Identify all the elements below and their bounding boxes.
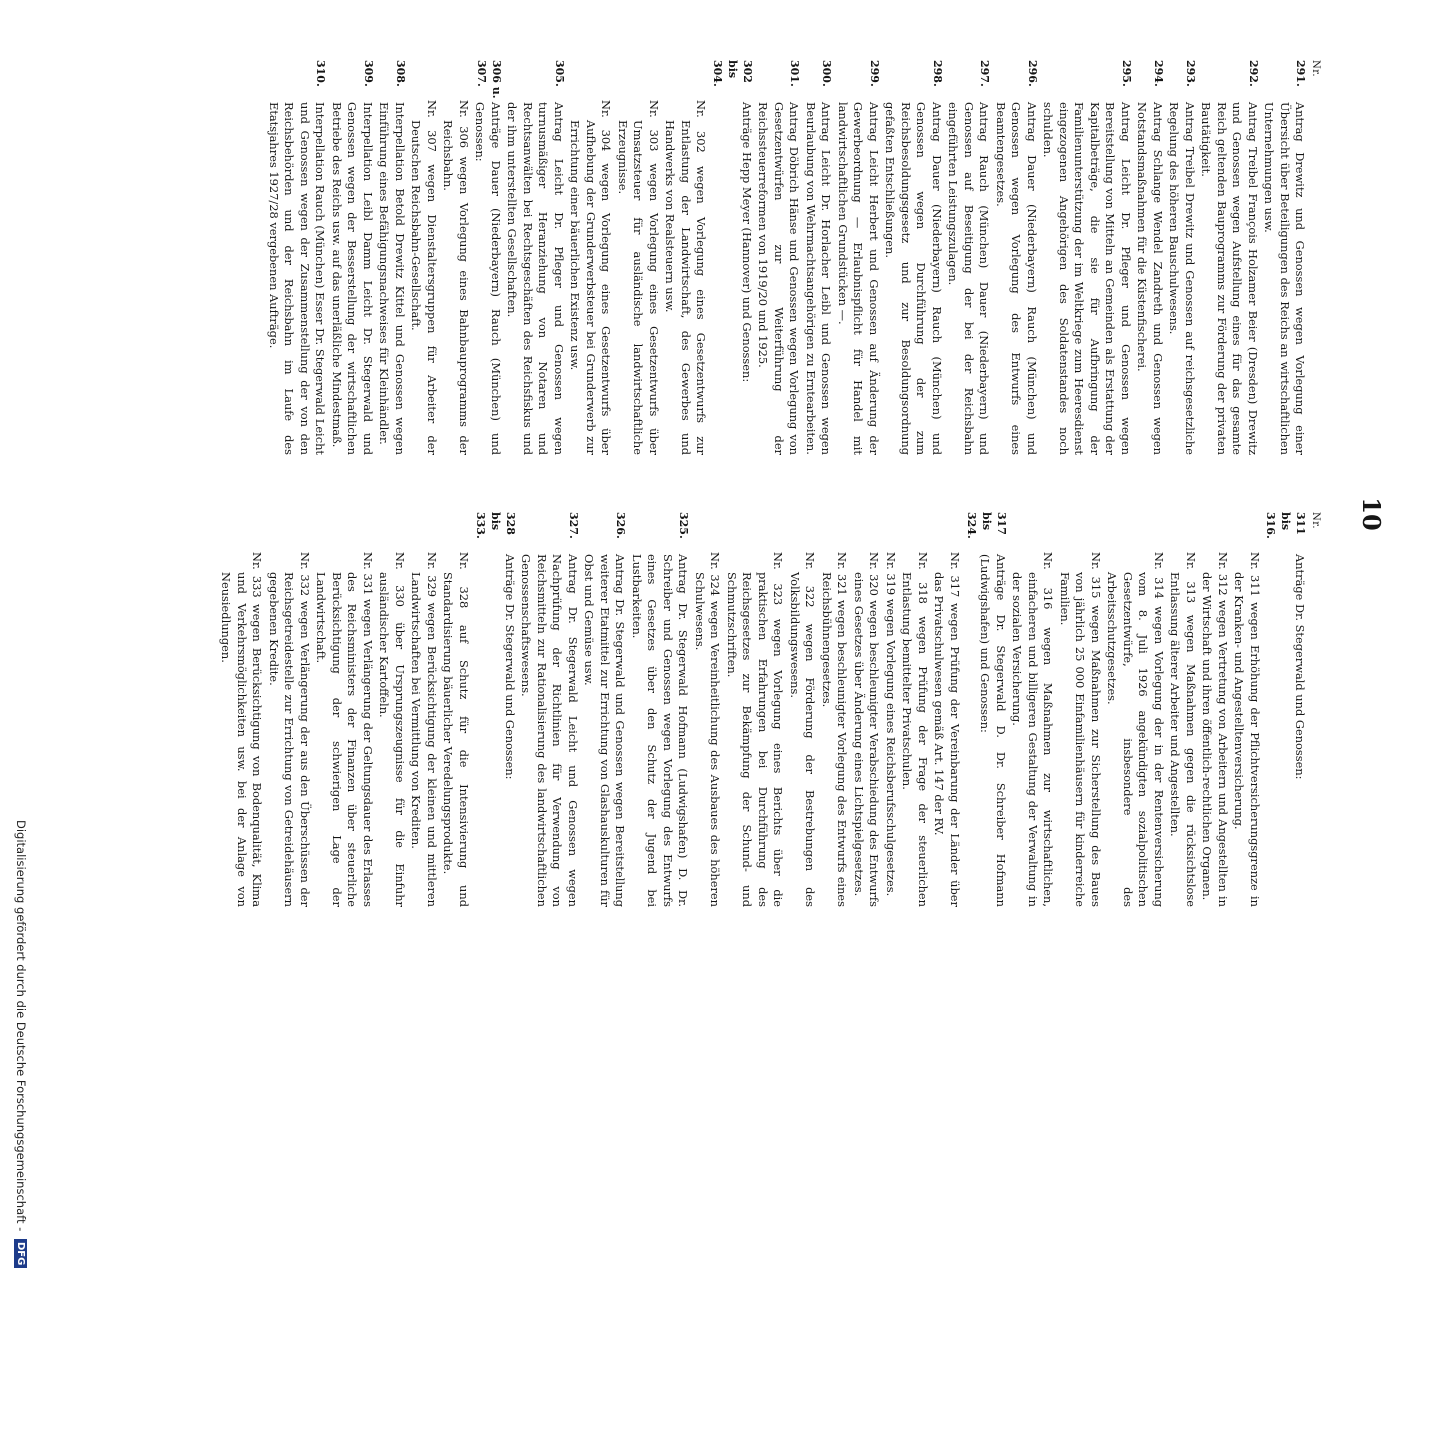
sub-entry: Nr. 324 wegen Vereinheitlichung des Ausbaues des höheren Schulwesens.: [692, 552, 723, 907]
right-entry-list: [218, 512, 1308, 907]
entry-number: 298.: [930, 60, 944, 87]
entry-text: Antrag Schlange Wendel Zandreth und Genossen wegen Notstandsmaßnahmen für die Küstenfischerei.: [1135, 102, 1165, 455]
document-entry: [628, 512, 690, 907]
sub-entry: Nr. 331 wegen Verlängerung der Geltungsdauer des Erlasses des Reichsministers der Finanzen über steuerliche Berücksichtigung der schwierigen Lage der Landwirtschaft.: [314, 552, 375, 907]
entry-number: 311 bis 316.: [1264, 512, 1308, 539]
sub-entry: Nr. 332 wegen Verlängerung der aus den Überschüssen der Reichsgetreidestelle zur Errichtung von Getreidehäusern gegebenen Kredite.: [266, 552, 312, 907]
sub-entry: Nr. 306 wegen Vorlegung eines Bahnbauprogramms der Reichsbahn.: [441, 100, 471, 455]
sub-entry: Nr. 328 auf Schutz für die Intensivierung und Standardisierung bäuerlicher Veredelungsprodukte.: [441, 552, 471, 907]
dfg-logo: DFG: [14, 1239, 27, 1268]
sub-entry: Nr. 321 wegen beschleunigter Vorlegung des Entwurfs eines Reichsbühnengesetzes.: [819, 552, 850, 907]
entry-number: 294.: [1151, 60, 1165, 87]
entry-text: Antrag Dr. Stegerwald Hofmann (Ludwigshafen) D. Dr. Schreiber und Genossen wegen Vorlegung des Entwurfs eines Gesetzes über den Schutz der Jugend bei Lustbarkeiten.: [629, 554, 691, 907]
document-entry: [882, 60, 944, 455]
entry-number: 302 bis 304.: [711, 60, 754, 87]
entry-number: 328 bis 333.: [473, 512, 517, 539]
document-entry: [1166, 60, 1197, 455]
left-entry-list: [265, 60, 1307, 455]
entry-number: 310.: [314, 60, 328, 87]
entry-text: Antrag Dauer (Niederbayern) Rauch (München) und Genossen wegen Durchführung der zum Reichsbesoldungsgesetz und zur Besoldungsordnung gefaßten Entschließungen.: [883, 102, 944, 455]
document-entry: [1134, 60, 1165, 455]
entry-text: Antrag Treibel François Holzamer Beier (Dresden) Drewitz und Genossen wegen Aufstellung eines für das gesamte Reich geltenden Bauprogramms zur Förderung der privaten Bautätigkeit.: [1199, 102, 1260, 455]
document-entry: [709, 60, 754, 455]
entry-number: 306 u. 307.: [474, 60, 503, 99]
document-entry: [376, 60, 407, 455]
sub-entry: Nr. 322 wegen Förderung der Bestrebungen des Volksbildungswesens.: [787, 552, 818, 907]
sub-entry: Nr. 317 wegen Prüfung der Vereinbarung der Länder über das Privatschulwesen gemäß Art. 147 der RV.: [932, 552, 962, 907]
sub-entry: Nr. 323 wegen Vorlegung eines Berichts über die praktischen Erfahrungen bei Durchführung des Reichsgesetzes zur Bekämpfung der Schund- und Schmutzschriften.: [724, 552, 786, 907]
entry-number: 300.: [820, 60, 834, 87]
sub-entry: Nr. 316 wegen Maßnahmen zur wirtschaftlichen, einfacheren und billigeren Gestaltung der Verwaltung in der sozialen Versicherung.: [1010, 552, 1056, 907]
entry-text: Anträge Dr. Stegerwald D. Dr. Schreiber Hofmann (Ludwigshafen) und Genossen:: [978, 554, 1008, 907]
document-entry: [1198, 60, 1260, 455]
sub-entry: Nr. 319 wegen Vorlegung eines Reichsberufsschulgesetzes.: [883, 552, 898, 897]
entry-text: Antrag Leicht Dr. Pfleger und Genossen wegen Bereitstellung von Mitteln an Gemeinden als Erstattung der Kapitalbeträge, die sie für Aufbringung der Familienunterstützung der im Weltkriege zum Heeresdienst eingezogenen Angehörigen des Soldatenstandes noch schulden.: [1041, 102, 1133, 455]
sub-entry: Nr. 303 wegen Vorlegung eines Gesetzentwurfs über Umsatzsteuer für ausländische landwirtschaftliche Erzeugnisse.: [615, 100, 661, 455]
entry-number: 305.: [552, 60, 566, 87]
entry-text: Antrag Dr. Stegerwald Leicht und Genossen wegen Nachprüfung der Richtlinien für Verwendung von Reichsmitteln zur Rationalisierung des landwirtschaftlichen Genossenschaftswesens.: [519, 554, 580, 907]
document-entry: [1263, 512, 1308, 907]
footer-text: Digitalisierung gefördert durch die Deutsche Forschungsgemeinschaft -: [14, 820, 28, 1232]
digitization-footer: [14, 820, 28, 1434]
entry-text: Antrag Dr. Stegerwald und Genossen wegen Bereitstellung weiterer Etatmittel zur Errichtung von Glashauskulturen für Obst und Gemüse usw.: [582, 554, 628, 907]
sub-entry: Nr. 314 wegen Vorlegung der in der Rentenversicherung vom 8. Juli 1926 angekündigten sozialpolitischen Gesetzentwürfe, insbesondere des Arbeitsschutzgesetzes.: [1105, 552, 1166, 907]
left-column: [264, 60, 1322, 455]
entry-text: Anträge Dr. Stegerwald und Genossen:: [502, 554, 517, 780]
entry-text: Interpellation Rauch (München) Esser Dr. Stegerwald Leicht und Genossen wegen der Zusammenstellung der von den Reichsbehörden und der Reichsbahn im Laufe des Etatsjahres 1927/28 vergebenen Aufträge.: [266, 102, 328, 455]
document-entry: [581, 512, 628, 907]
document-entry: [963, 512, 1008, 907]
entry-text: Anträge Dr. Stegerwald und Genossen:: [1293, 554, 1308, 780]
entry-text: Antrag Treibel Drewitz und Genossen auf reichsgesetzliche Regelung des höheren Bauschulwesens.: [1167, 102, 1197, 455]
document-entry: [945, 60, 992, 455]
document-entry: [472, 60, 503, 455]
entry-text: Interpellation Betold Drewitz Kittel und Genossen wegen Einführung eines Befähigungsnachweises für Kleinhändler.: [377, 102, 407, 455]
document-entry: [1040, 60, 1133, 455]
entry-text: Anträge Hepp Meyer (Hannover) und Genossen:: [739, 102, 754, 383]
sub-entry: Nr. 304 wegen Vorlegung eines Gesetzentwurfs über Aufhebung der Grunderwerbsteuer bei Grunderwerb zur Errichtung einer bäuerlichen Existenz usw.: [568, 100, 614, 455]
document-entry: [518, 512, 580, 907]
page-number: 10: [1357, 497, 1386, 531]
document-entry: [504, 60, 566, 455]
sub-entry: Nr. 329 wegen Berücksichtigung der kleinen und mittleren Landwirtschaften bei Vermittlung von Krediten.: [409, 552, 439, 907]
entry-text: Antrag Dauer (Niederbayern) Rauch (München) und Genossen wegen Vorlegung des Entwurfs eines Beamtengesetzes.: [993, 102, 1039, 455]
entry-number: 317 bis 324.: [964, 512, 1008, 539]
entry-text: Antrag Leicht Dr. Horlacher Leibl und Genossen wegen Beurlaubung von Wehrmachtsangehörigen zu Erntearbeiten.: [803, 102, 834, 455]
entry-number: 301.: [788, 60, 802, 87]
entry-number: 296.: [1025, 60, 1039, 87]
sub-entry: Nr. 330 über Ursprungszeugnisse für die Einfuhr ausländischer Kartoffeln.: [377, 552, 407, 907]
entry-text: Antrag Rauch (München) Dauer (Niederbayern) und Genossen auf Beseitigung der bei der Reichsbahn eingeführten Leistungszulagen.: [946, 102, 992, 455]
entry-text: Antrag Drewitz und Genossen wegen Vorlegung einer Übersicht über Beteiligungen des Reichs an wirtschaftlichen Unternehmungen usw.: [1262, 102, 1308, 455]
sub-entry: Nr. 302 wegen Vorlegung eines Gesetzentwurfs zur Entlastung der Landwirtschaft, des Gewerbes und Handwerks von Realsteuern usw.: [663, 100, 709, 455]
right-column: [217, 512, 1322, 907]
sub-entry: Nr. 307 wegen Dienstaltersgruppen für Arbeiter der Deutschen Reichsbahn-Gesellschaft.: [409, 100, 439, 455]
entry-number: 327.: [566, 512, 580, 539]
document-entry: [265, 60, 327, 455]
sub-entry: Nr. 333 wegen Berücksichtigung von Bodenqualität, Klima und Verkehrsmöglichkeiten usw. bei der Anlage von Neusiedlungen.: [219, 552, 265, 907]
entry-number: 297.: [978, 60, 992, 87]
entry-text: Antrag Döbrich Hänse und Genossen wegen Vorlegung von Gesetzentwürfen zur Weiterführung der Reichssteuerreformen von 1919/20 und 1925.: [756, 102, 802, 455]
entry-text: Antrag Leicht Herbert und Genossen auf Änderung der Gewerbeordnung — Erlaubnispflicht für Handel mit landwirtschaftlichen Grundstücken —.: [835, 102, 881, 455]
entry-text: Antrag Leicht Dr. Pfleger und Genossen wegen turnusmäßiger Heranziehung von Notaren und Rechtsanwälten bei Rechtsgeschäften des Reichsfiskus und der ihm unterstellten Gesellschaften.: [505, 102, 566, 455]
column-header: Nr.: [1310, 512, 1321, 530]
sub-entry: Nr. 311 wegen Erhöhung der Pflichtversicherungsgrenze in der Kranken- und Angestelltenversicherung.: [1232, 552, 1262, 907]
entry-number: 299.: [867, 60, 881, 87]
document-entry: [834, 60, 881, 455]
sub-entry: Nr. 318 wegen Prüfung der Frage der steuerlichen Entlastung bemittelter Privatschulen.: [900, 552, 930, 907]
document-entry: [802, 60, 833, 455]
entry-number: 295.: [1119, 60, 1133, 87]
sub-entry: Nr. 312 wegen Vertretung von Arbeitern und Angestellten in der Wirtschaft und ihren öffentlich-rechtlichen Organen.: [1200, 552, 1230, 907]
entry-text: Interpellation Leibl Damm Leicht Dr. Stegerwald und Genossen wegen der Besserstellung der wirtschaftlichen Betriebe des Reichs usw. auf das unerläßliche Mindestmaß.: [329, 102, 375, 455]
entry-number: 325.: [677, 512, 691, 539]
sub-entry: Nr. 320 wegen beschleunigter Verabschiedung des Entwurfs eines Gesetzes über Änderung eines Lichtspielgesetzes.: [851, 552, 882, 907]
entry-text: Anträge Dauer (Niederbayern) Rauch (München) und Genossen:: [473, 102, 503, 455]
entry-number: 293.: [1183, 60, 1197, 87]
entry-number: 326.: [614, 512, 628, 539]
entry-number: 309.: [361, 60, 375, 87]
document-entry: [472, 512, 517, 907]
sub-entry: Nr. 313 wegen Maßnahmen gegen die rücksichtslose Entlassung älterer Arbeiter und Angestellten.: [1168, 552, 1198, 907]
document-entry: [992, 60, 1039, 455]
column-header: Nr.: [1310, 60, 1321, 78]
sub-entry: Nr. 315 wegen Maßnahmen zur Sicherstellung des Baues von jährlich 25 000 Einfamilienhäusern für kinderreiche Familien.: [1057, 552, 1103, 907]
document-entry: [1261, 60, 1308, 455]
entry-number: 292.: [1246, 60, 1260, 87]
document-entry: [328, 60, 375, 455]
document-entry: [755, 60, 802, 455]
entry-number: 308.: [393, 60, 407, 87]
entry-number: 291.: [1294, 60, 1308, 87]
